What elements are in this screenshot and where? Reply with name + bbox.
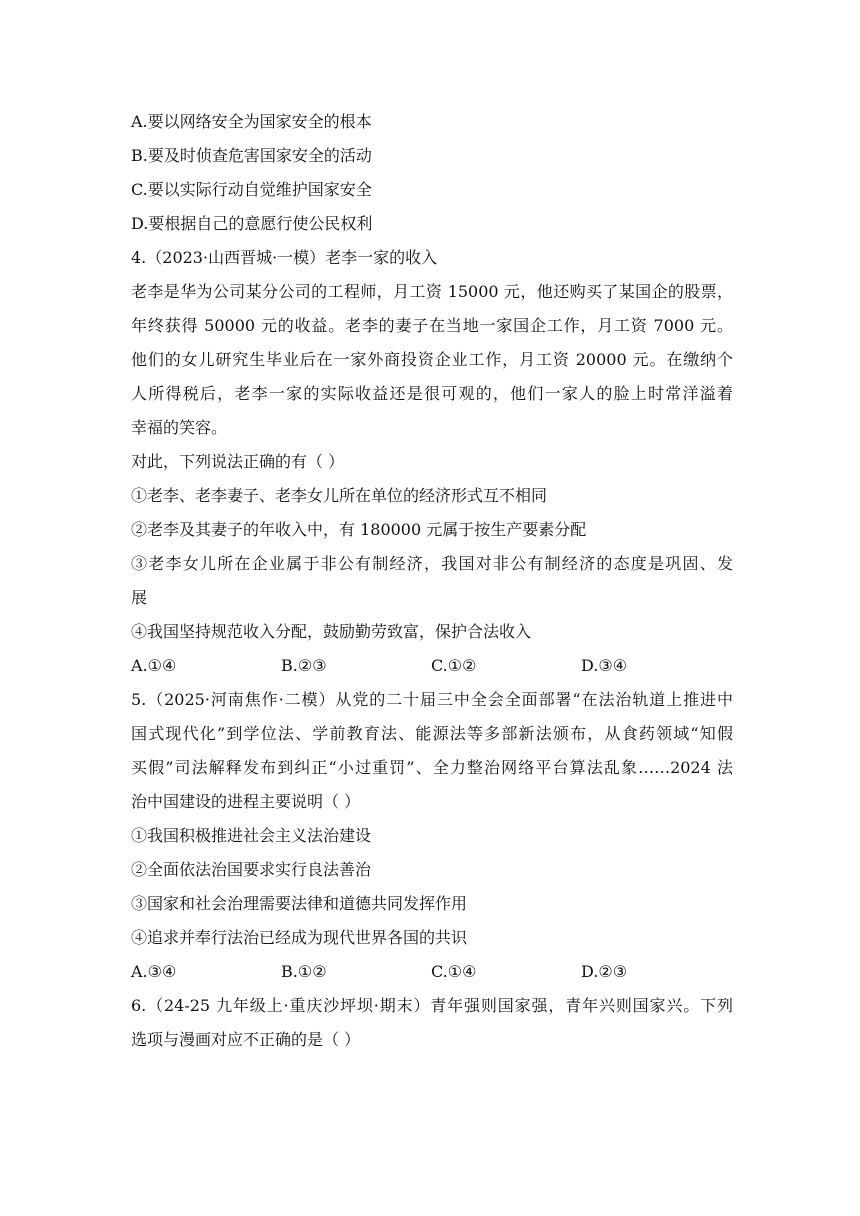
question-3-options [131,105,733,241]
passage-line: 幸福的笑容。 [131,418,228,437]
option-a: A.要以网络安全为国家安全的根本 [131,112,372,131]
question-5 [131,683,733,989]
choice-a: A.③④ [131,962,177,981]
question-prompt: 对此，下列说法正确的有（ ） [131,452,345,471]
question-stem-line: 治中国建设的进程主要说明（ ） [131,792,361,811]
exam-page [131,105,733,1057]
statement: ③老李女儿所在企业属于非公有制经济，我国对非公有制经济的态度是巩固、发 [131,554,733,573]
question-stem-line: 6.（24-25 九年级上·重庆沙坪坝·期末）青年强则国家强，青年兴则国家兴。下列 [131,996,733,1015]
choice-d: D.②③ [581,962,628,981]
statement: ④我国坚持规范收入分配，鼓励勤劳致富，保护合法收入 [131,622,532,641]
question-stem-line: 买假”司法解释发布到纠正“小过重罚”、全力整治网络平台算法乱象……2024 法 [131,758,733,777]
statement: ②老李及其妻子的年收入中，有 180000 元属于按生产要素分配 [131,520,587,539]
statement: ③国家和社会治理需要法律和道德共同发挥作用 [131,894,468,913]
choice-b: B.②③ [281,656,327,675]
choice-b: B.①② [281,962,327,981]
question-4 [131,241,733,683]
option-d: D.要根据自己的意愿行使公民权利 [131,214,373,233]
option-b: B.要及时侦查危害国家安全的活动 [131,146,372,165]
choice-c: C.①② [431,656,477,675]
question-stem-line: 国式现代化”到学位法、学前教育法、能源法等多部新法颁布，从食药领域“知假 [131,724,733,743]
choice-d: D.③④ [581,656,628,675]
choice-a: A.①④ [131,656,177,675]
passage-line: 人所得税后，老李一家的实际收益还是很可观的，他们一家人的脸上时常洋溢着 [131,384,733,403]
statement: ②全面依法治国要求实行良法善治 [131,860,372,879]
answer-choices [131,955,733,989]
passage-line: 他们的女儿研究生毕业后在一家外商投资企业工作，月工资 20000 元。在缴纳个 [131,350,733,369]
question-header: 4.（2023·山西晋城·一模）老李一家的收入 [131,248,438,267]
statement: ①我国积极推进社会主义法治建设 [131,826,372,845]
statement-continuation: 展 [131,588,148,607]
question-6 [131,989,733,1057]
option-c: C.要以实际行动自觉维护国家安全 [131,180,372,199]
statement: ④追求并奉行法治已经成为现代世界各国的共识 [131,928,468,947]
answer-choices [131,649,733,683]
passage-line: 年终获得 50000 元的收益。老李的妻子在当地一家国企工作，月工资 7000 元。 [131,316,733,335]
question-stem-line: 选项与漫画对应不正确的是（ ） [131,1030,361,1049]
question-stem-line: 5.（2025·河南焦作·二模）从党的二十届三中全会全面部署“在法治轨道上推进中 [131,690,733,709]
passage [131,275,733,445]
passage-line: 老李是华为公司某分公司的工程师，月工资 15000 元，他还购买了某国企的股票， [131,282,733,301]
statement: ①老李、老李妻子、老李女儿所在单位的经济形式互不相同 [131,486,548,505]
choice-c: C.①④ [431,962,477,981]
